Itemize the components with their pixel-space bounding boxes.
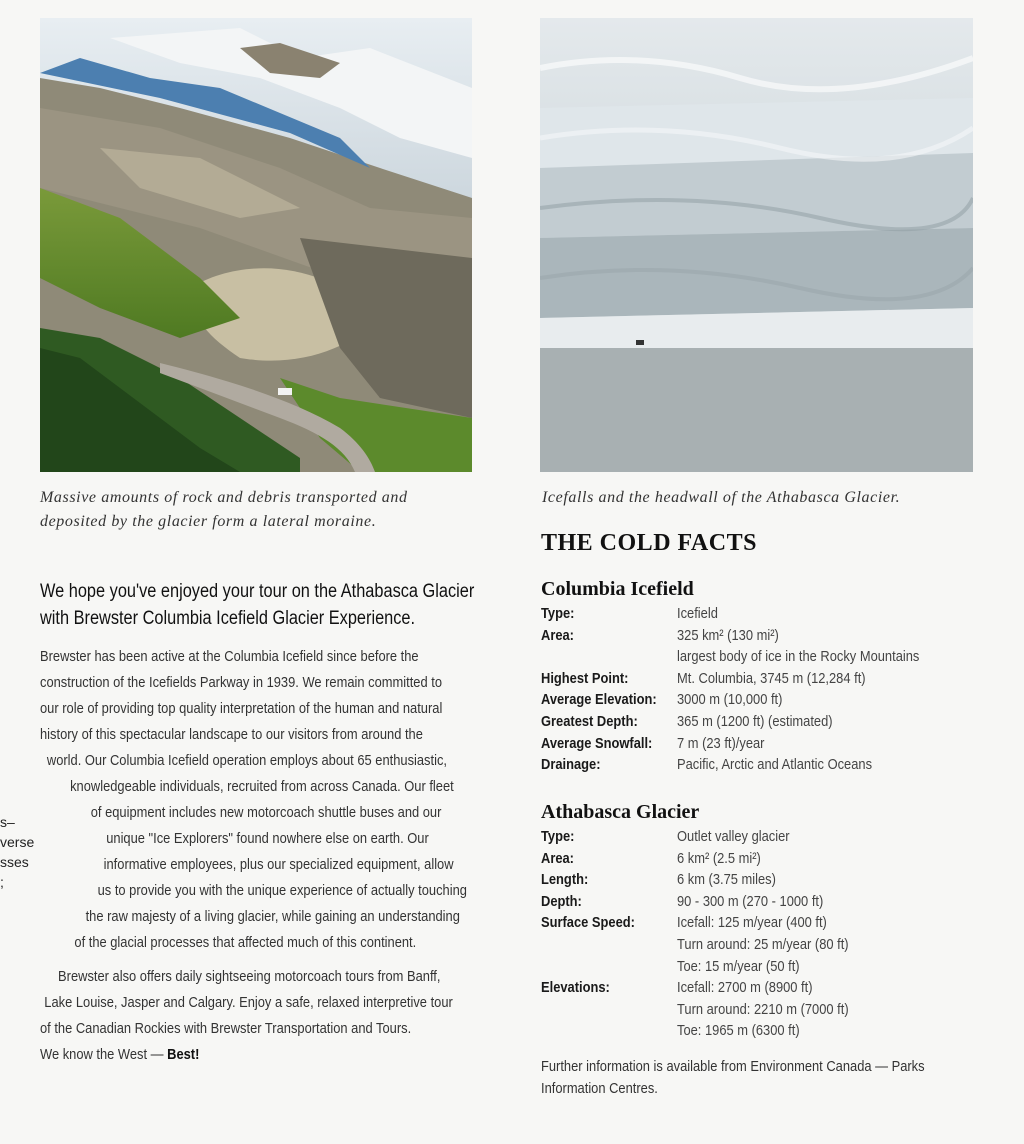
- adjacent-page-fragment: [0, 812, 34, 892]
- fact-value: 7 m (23 ft)/year: [677, 734, 765, 752]
- fact-value: 6 km² (2.5 mi²): [677, 849, 761, 867]
- fact-label: Length:: [541, 871, 589, 889]
- fact-row: [541, 603, 959, 625]
- fact-label: Drainage:: [541, 756, 601, 774]
- fact-label: Average Snowfall:: [541, 734, 653, 752]
- fact-row: [541, 754, 959, 776]
- fact-row: [541, 848, 877, 870]
- body-line: our role of providing top quality interpretation of the human and natural: [40, 700, 443, 717]
- fact-value: Icefall: 2700 m (8900 ft): [677, 979, 813, 997]
- closing-best: Best!: [167, 1046, 200, 1063]
- fact-row: [541, 826, 877, 848]
- fact-label: Surface Speed:: [541, 914, 635, 932]
- body-line: of equipment includes new motorcoach shuttle buses and our: [90, 804, 442, 821]
- fact-row: [541, 689, 959, 711]
- icefall-photo: [540, 18, 973, 472]
- body-line: the raw majesty of a living glacier, while gaining an understanding: [85, 908, 460, 925]
- fragment-line: s–: [0, 814, 15, 830]
- fact-value: Pacific, Arctic and Atlantic Oceans: [677, 756, 873, 774]
- fact-value: Icefield: [677, 605, 718, 622]
- fact-value: Mt. Columbia, 3745 m (12,284 ft): [677, 669, 866, 687]
- body-line: us to provide you with the unique experience of actually touching: [97, 882, 467, 899]
- fact-value: 90 - 300 m (270 - 1000 ft): [677, 892, 824, 910]
- fact-label: Highest Point:: [541, 669, 629, 687]
- fact-row: [541, 711, 959, 733]
- caption-line: deposited by the glacier form a lateral moraine.: [40, 513, 377, 530]
- fact-label: Greatest Depth:: [541, 712, 638, 730]
- columbia-facts-table: [541, 603, 959, 776]
- body-line: unique "Ice Explorers" found nowhere else on earth. Our: [106, 830, 429, 847]
- fact-label: Elevations:: [541, 979, 610, 997]
- fact-row: [541, 912, 877, 977]
- fragment-line: sses: [0, 854, 29, 870]
- fact-value: 325 km² (130 mi²): [677, 626, 779, 644]
- caption-line: Massive amounts of rock and debris transported and: [40, 489, 408, 506]
- columbia-icefield-heading: Columbia Icefield: [541, 578, 694, 600]
- fact-row: [541, 668, 959, 690]
- fact-value: Turn around: 2210 m (7000 ft): [677, 1000, 849, 1018]
- further-info-note: [541, 1056, 925, 1100]
- fact-value: 365 m (1200 ft) (estimated): [677, 712, 833, 730]
- body-line: Brewster has been active at the Columbia Icefield since before the: [40, 648, 419, 665]
- fragment-line: verse: [0, 834, 35, 850]
- fact-row: [541, 891, 877, 913]
- body-line: knowledgeable individuals, recruited from across Canada. Our fleet: [70, 778, 454, 795]
- body-line: of the glacial processes that affected much of this continent.: [74, 934, 417, 951]
- body-line: Brewster also offers daily sightseeing motorcoach tours from Banff,: [58, 968, 441, 985]
- fact-value: 6 km (3.75 miles): [677, 871, 776, 889]
- body-line: construction of the Icefields Parkway in 1939. We remain committed to: [40, 674, 443, 691]
- body-line: of the Canadian Rockies with Brewster Transportation and Tours.: [40, 1020, 412, 1037]
- footer-line: Information Centres.: [541, 1080, 658, 1097]
- cold-facts-heading: THE COLD FACTS: [541, 530, 757, 556]
- fact-row: [541, 977, 877, 1042]
- fact-row: [541, 869, 877, 891]
- fact-label: Area:: [541, 626, 574, 644]
- fact-label: Type:: [541, 605, 575, 622]
- fact-label: Average Elevation:: [541, 691, 657, 709]
- moraine-caption: [40, 486, 480, 534]
- body-line: informative employees, plus our specialized equipment, allow: [103, 856, 454, 873]
- fact-label: Type:: [541, 828, 575, 845]
- closing-line: [40, 1042, 453, 1068]
- fact-value: Outlet valley glacier: [677, 828, 790, 845]
- footer-line: Further information is available from Environment Canada — Parks: [541, 1058, 925, 1075]
- fact-value: 3000 m (10,000 ft): [677, 691, 783, 709]
- fact-value: largest body of ice in the Rocky Mountains: [677, 648, 920, 666]
- body-line: world. Our Columbia Icefield operation employs about 65 enthusiastic,: [46, 752, 447, 769]
- fact-label: Area:: [541, 849, 574, 867]
- lead-heading: [40, 578, 500, 632]
- body-line: Lake Louise, Jasper and Calgary. Enjoy a safe, relaxed interpretive tour: [44, 994, 453, 1011]
- fact-row: [541, 733, 959, 755]
- fragment-line: ;: [0, 874, 4, 890]
- moraine-photo: [40, 18, 472, 472]
- closing-text: We know the West —: [40, 1046, 164, 1063]
- fact-value: Turn around: 25 m/year (80 ft): [677, 935, 849, 953]
- about-brewster-paragraph: [40, 644, 467, 956]
- lead-line: with Brewster Columbia Icefield Glacier Experience.: [40, 608, 416, 629]
- fact-value: Toe: 15 m/year (50 ft): [677, 957, 800, 975]
- lead-line: We hope you've enjoyed your tour on the Athabasca Glacier: [40, 581, 475, 602]
- fact-label: Depth:: [541, 892, 582, 910]
- body-line: history of this spectacular landscape to our visitors from around the: [40, 726, 423, 743]
- athabasca-facts-table: [541, 826, 877, 1042]
- fact-row: [541, 625, 959, 668]
- athabasca-glacier-heading: Athabasca Glacier: [541, 801, 700, 823]
- icefall-caption: [542, 486, 982, 510]
- fact-value: Toe: 1965 m (6300 ft): [677, 1022, 800, 1040]
- caption-line: Icefalls and the headwall of the Athabasca Glacier.: [542, 489, 901, 506]
- tours-paragraph: [40, 964, 453, 1068]
- fact-value: Icefall: 125 m/year (400 ft): [677, 914, 827, 932]
